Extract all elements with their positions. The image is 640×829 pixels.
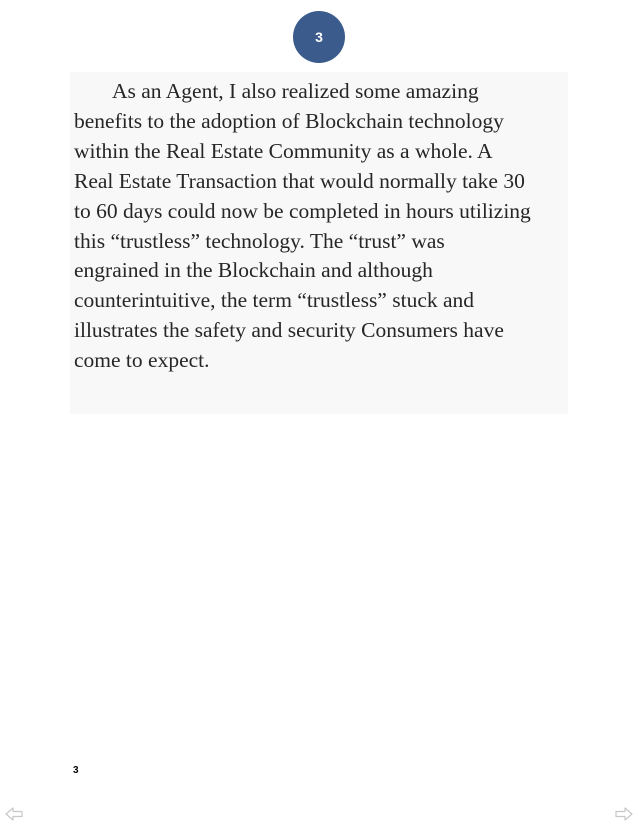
arrow-left-icon [5, 806, 23, 822]
paragraph-line: come to expect. [74, 348, 210, 373]
paragraph-line: illustrates the safety and security Consumers have [74, 318, 504, 343]
paragraph-line: Real Estate Transaction that would normally take 30 [74, 168, 525, 193]
paragraph-line: As an Agent, I also realized some amazing [112, 79, 479, 103]
paragraph-line: this “trustless” technology. The “trust” was [74, 228, 445, 253]
body-paragraph [74, 77, 574, 376]
arrow-right-icon [615, 806, 633, 822]
previous-page-button[interactable] [5, 806, 23, 822]
paragraph-line: within the Real Estate Community as a whole. A [74, 138, 493, 163]
paragraph-line: benefits to the adoption of Blockchain technology [74, 108, 504, 133]
page-number-badge: 3 [293, 11, 345, 63]
paragraph-line: engrained in the Blockchain and although [74, 258, 433, 283]
paragraph-line: counterintuitive, the term “trustless” stuck and [74, 288, 475, 313]
footer-page-number: 3 [73, 765, 79, 776]
next-page-button[interactable] [615, 806, 633, 822]
paragraph-line: to 60 days could now be completed in hours utilizing [74, 198, 531, 223]
